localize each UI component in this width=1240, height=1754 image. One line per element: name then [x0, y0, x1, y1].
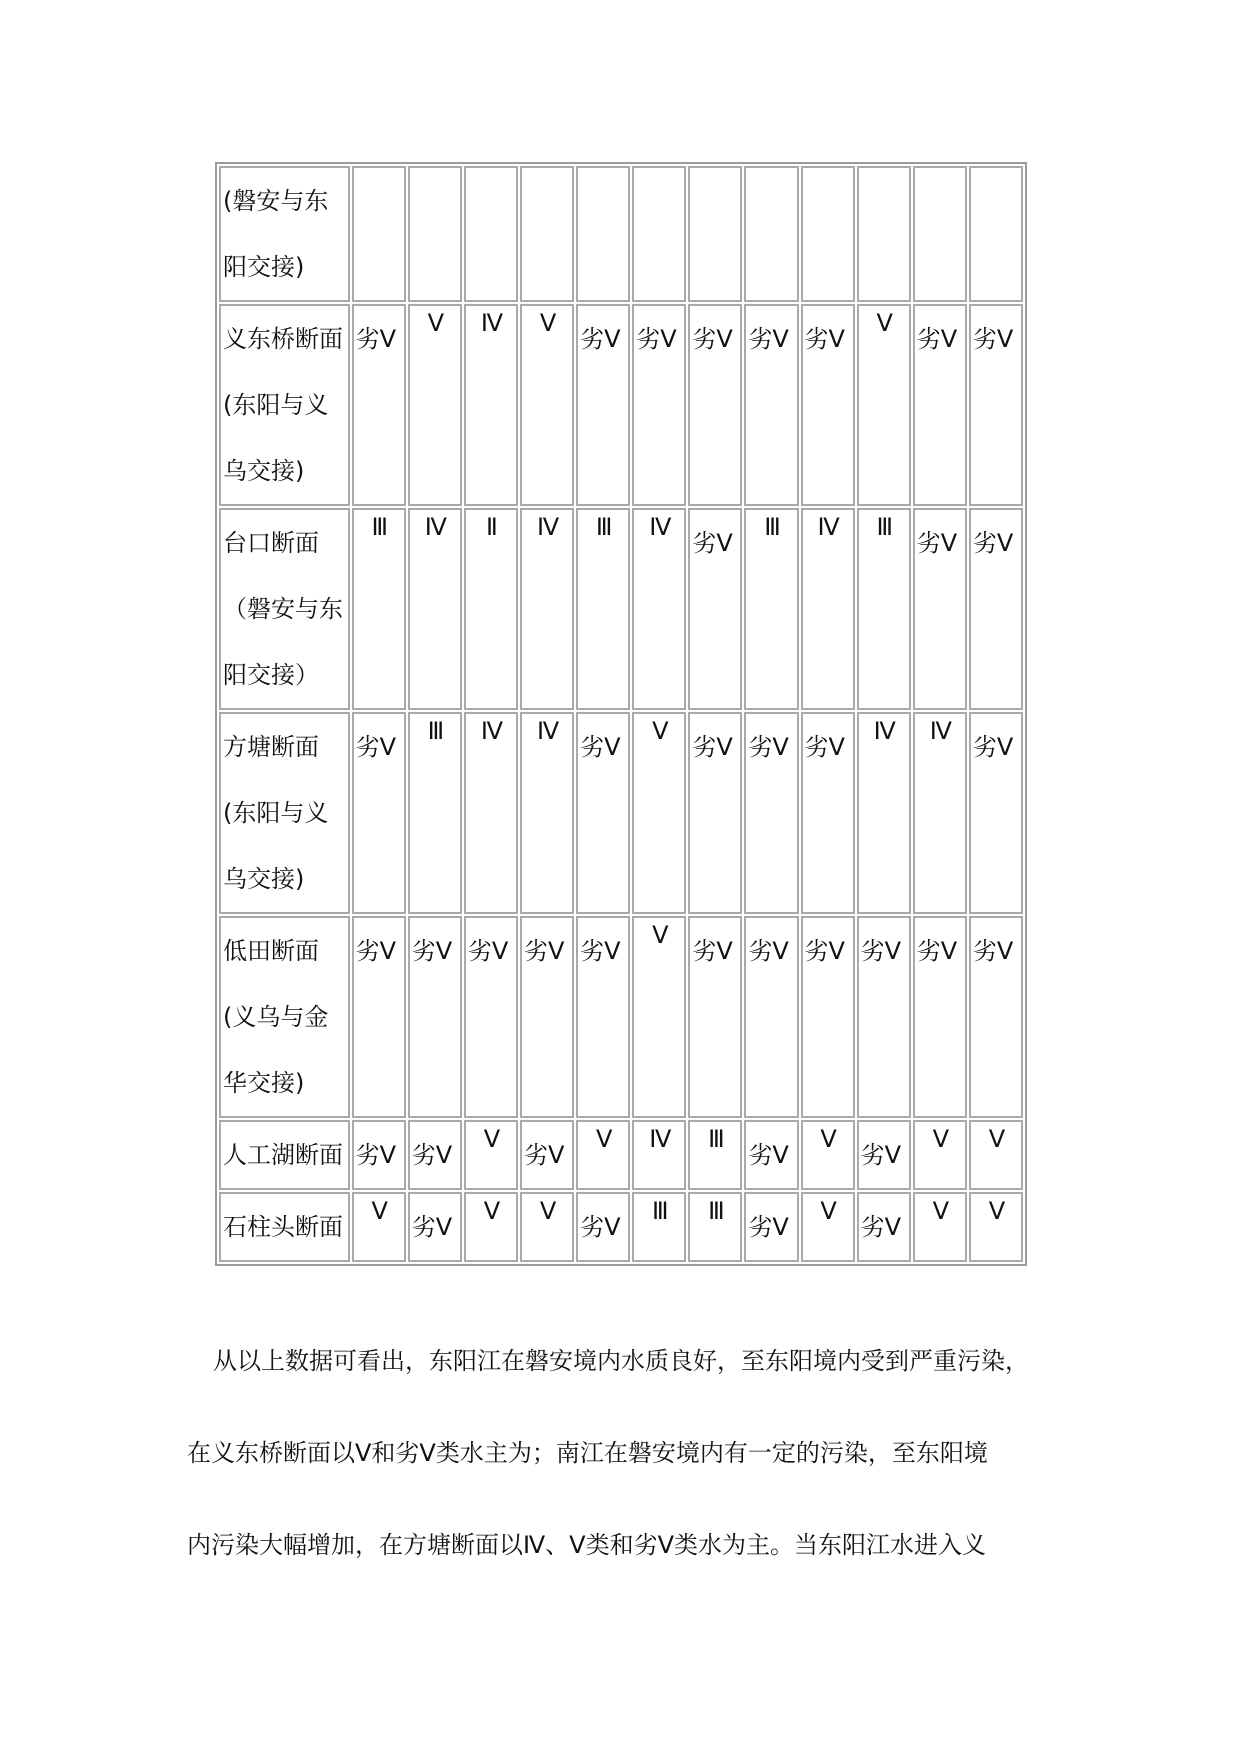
table-cell [464, 166, 518, 302]
grade-value: Ⅴ [652, 717, 669, 745]
grade-value: Ⅲ [595, 513, 613, 541]
table-cell [688, 508, 742, 710]
grade-value: Ⅴ [932, 1197, 950, 1225]
grade-value: Ⅳ [817, 513, 840, 541]
grade-value: Ⅱ [486, 513, 498, 541]
grade-value: 劣Ⅴ [467, 937, 509, 965]
grade-value: Ⅳ [480, 309, 504, 337]
row-label: (磐安与东阳交接) [219, 166, 350, 302]
table-row [219, 508, 1023, 710]
table-cell [913, 1192, 967, 1262]
grade-value: Ⅴ [932, 1125, 950, 1153]
grade-value: 劣Ⅴ [804, 733, 845, 761]
grade-value: Ⅳ [929, 717, 952, 745]
grade-value: Ⅴ [539, 1197, 557, 1225]
grade-value: 劣Ⅴ [355, 733, 397, 761]
table-cell [913, 508, 967, 710]
table-cell [801, 508, 855, 710]
table-cell [969, 1192, 1023, 1262]
grade-value: Ⅴ [371, 1197, 388, 1225]
table-cell [857, 712, 911, 914]
table-cell [352, 508, 406, 710]
table-cell [913, 1120, 967, 1190]
row-label: 石柱头断面 [219, 1192, 350, 1262]
table-cell [913, 916, 967, 1118]
table-cell [464, 304, 518, 506]
grade-value: Ⅴ [876, 309, 893, 337]
table-row [219, 916, 1023, 1118]
table-cell [352, 304, 406, 506]
table-row [219, 166, 1023, 302]
grade-value: 劣Ⅴ [524, 1141, 565, 1169]
grade-value: Ⅴ [988, 1125, 1006, 1153]
table-cell [520, 712, 574, 914]
grade-value: 劣Ⅴ [692, 733, 733, 761]
table-cell [744, 916, 798, 1118]
table-cell [857, 166, 911, 302]
table-cell [520, 1120, 574, 1190]
grade-value: 劣Ⅴ [636, 325, 677, 353]
grade-value: 劣Ⅴ [355, 325, 397, 353]
grade-value [468, 168, 516, 186]
table-cell [520, 304, 574, 506]
grade-value: Ⅲ [764, 513, 781, 541]
grade-value: 劣Ⅴ [411, 1213, 453, 1241]
table-cell [352, 166, 406, 302]
table-cell [464, 1192, 518, 1262]
table-cell [801, 166, 855, 302]
table-cell [801, 712, 855, 914]
grade-value: 劣Ⅴ [972, 529, 1014, 557]
table-row [219, 304, 1023, 506]
row-label: 台口断面（磐安与东阳交接） [219, 508, 350, 710]
grade-value: 劣Ⅴ [411, 937, 453, 965]
grade-value: 劣Ⅴ [355, 937, 397, 965]
table-cell [352, 712, 406, 914]
grade-value [636, 168, 684, 186]
grade-value: 劣Ⅴ [524, 937, 565, 965]
grade-value: Ⅴ [539, 309, 557, 337]
table-cell [408, 712, 462, 914]
table-cell [576, 304, 630, 506]
table-cell [576, 712, 630, 914]
table-cell [576, 1120, 630, 1190]
grade-value: 劣Ⅴ [580, 1213, 621, 1241]
table-cell [464, 712, 518, 914]
table-cell [744, 166, 798, 302]
grade-value: Ⅴ [483, 1125, 501, 1153]
table-cell [857, 1120, 911, 1190]
grade-value: Ⅲ [652, 1197, 669, 1225]
row-label: 方塘断面(东阳与义乌交接) [219, 712, 350, 914]
grade-value: 劣Ⅴ [748, 937, 789, 965]
table-cell [913, 166, 967, 302]
table-cell [801, 916, 855, 1118]
grade-value: Ⅲ [708, 1125, 725, 1153]
grade-value: 劣Ⅴ [748, 325, 789, 353]
grade-value: Ⅳ [873, 717, 896, 745]
table-cell [913, 712, 967, 914]
grade-value: 劣Ⅴ [972, 325, 1014, 353]
table-cell [576, 916, 630, 1118]
grade-value [973, 168, 1021, 186]
table-cell [969, 712, 1023, 914]
grade-value: 劣Ⅴ [972, 733, 1014, 761]
table-cell [352, 916, 406, 1118]
table-cell [464, 1120, 518, 1190]
table-cell [352, 1192, 406, 1262]
grade-value: 劣Ⅴ [748, 1213, 789, 1241]
table-cell [969, 166, 1023, 302]
table-body [219, 166, 1023, 1262]
table-cell [857, 916, 911, 1118]
table-cell [857, 1192, 911, 1262]
grade-value: 劣Ⅴ [916, 937, 958, 965]
table-cell [969, 1120, 1023, 1190]
water-quality-table [215, 162, 1027, 1266]
grade-value: Ⅴ [483, 1197, 501, 1225]
grade-value: 劣Ⅴ [860, 937, 902, 965]
grade-value: Ⅴ [988, 1197, 1006, 1225]
grade-value: 劣Ⅴ [748, 1141, 789, 1169]
grade-value: Ⅲ [708, 1197, 725, 1225]
grade-value [356, 168, 404, 186]
table-cell [632, 166, 686, 302]
table-cell [632, 1120, 686, 1190]
grade-value: 劣Ⅴ [804, 937, 845, 965]
table-cell [744, 304, 798, 506]
grade-value: Ⅴ [820, 1197, 837, 1225]
grade-value: Ⅳ [424, 513, 447, 541]
table-cell [408, 508, 462, 710]
grade-value: Ⅳ [649, 513, 672, 541]
table-cell [520, 166, 574, 302]
grade-value: Ⅳ [480, 717, 504, 745]
grade-value [580, 168, 628, 186]
table-cell [576, 166, 630, 302]
grade-value: Ⅴ [652, 921, 669, 949]
table-cell [744, 1120, 798, 1190]
table-cell [632, 712, 686, 914]
table-cell [801, 1192, 855, 1262]
table-cell [408, 166, 462, 302]
table-cell [913, 304, 967, 506]
grade-value [692, 168, 740, 186]
table-cell [520, 916, 574, 1118]
row-label: 低田断面(义乌与金华交接) [219, 916, 350, 1118]
grade-value: 劣Ⅴ [972, 937, 1014, 965]
table-cell [688, 304, 742, 506]
table-cell [408, 1192, 462, 1262]
grade-value: 劣Ⅴ [580, 937, 621, 965]
table-cell [632, 508, 686, 710]
table-cell [969, 508, 1023, 710]
grade-value: 劣Ⅴ [580, 325, 621, 353]
table-cell [969, 304, 1023, 506]
table-cell [576, 508, 630, 710]
grade-value: 劣Ⅴ [580, 733, 621, 761]
grade-value: 劣Ⅴ [692, 325, 733, 353]
table-cell [520, 1192, 574, 1262]
paragraph-line-3: 内污染大幅增加，在方塘断面以Ⅳ、Ⅴ类和劣Ⅴ类水为主。当东阳江水进入义 [187, 1531, 986, 1559]
grade-value: 劣Ⅴ [355, 1141, 397, 1169]
table-cell [464, 508, 518, 710]
table-row [219, 712, 1023, 914]
table-cell [408, 916, 462, 1118]
grade-value: Ⅲ [371, 513, 388, 541]
grade-value: 劣Ⅴ [916, 529, 958, 557]
table-cell [969, 916, 1023, 1118]
grade-value: 劣Ⅴ [692, 937, 733, 965]
table-row [219, 1192, 1023, 1262]
table-cell [576, 1192, 630, 1262]
table-cell [632, 304, 686, 506]
grade-value: Ⅲ [427, 717, 445, 745]
table-cell [744, 1192, 798, 1262]
table-cell [857, 508, 911, 710]
grade-value: 劣Ⅴ [411, 1141, 453, 1169]
table-cell [857, 304, 911, 506]
row-label: 义东桥断面(东阳与义乌交接) [219, 304, 350, 506]
table-cell [744, 508, 798, 710]
table-cell [352, 1120, 406, 1190]
table-row [219, 1120, 1023, 1190]
table-cell [688, 916, 742, 1118]
grade-value: 劣Ⅴ [860, 1213, 902, 1241]
grade-value: Ⅴ [595, 1125, 613, 1153]
table-cell [520, 508, 574, 710]
grade-value: 劣Ⅴ [860, 1141, 902, 1169]
table-cell [688, 1120, 742, 1190]
grade-value [917, 168, 965, 186]
grade-value: 劣Ⅴ [692, 529, 733, 557]
grade-value: 劣Ⅴ [804, 325, 845, 353]
grade-value: 劣Ⅴ [748, 733, 789, 761]
grade-value: 劣Ⅴ [916, 325, 958, 353]
paragraph-line-1: 从以上数据可看出，东阳江在磐安境内水质良好，至东阳境内受到严重污染， [213, 1347, 1029, 1375]
grade-value [748, 168, 796, 186]
grade-value: Ⅴ [820, 1125, 837, 1153]
table-cell [801, 304, 855, 506]
grade-value: Ⅳ [649, 1125, 672, 1153]
table-cell [408, 1120, 462, 1190]
table-cell [632, 1192, 686, 1262]
grade-value: Ⅴ [427, 309, 445, 337]
table-cell [688, 1192, 742, 1262]
grade-value: Ⅳ [536, 513, 560, 541]
grade-value [805, 168, 853, 186]
grade-value [861, 168, 909, 186]
grade-value [412, 168, 460, 186]
table-cell [464, 916, 518, 1118]
grade-value: Ⅳ [536, 717, 560, 745]
table-cell [408, 304, 462, 506]
paragraph-line-2: 在义东桥断面以Ⅴ和劣Ⅴ类水主为；南江在磐安境内有一定的污染，至东阳境 [187, 1439, 988, 1467]
table-cell [632, 916, 686, 1118]
table-cell [801, 1120, 855, 1190]
table-cell [688, 166, 742, 302]
grade-value: Ⅲ [876, 513, 893, 541]
grade-value [524, 168, 572, 186]
row-label: 人工湖断面 [219, 1120, 350, 1190]
table-cell [688, 712, 742, 914]
table-cell [744, 712, 798, 914]
